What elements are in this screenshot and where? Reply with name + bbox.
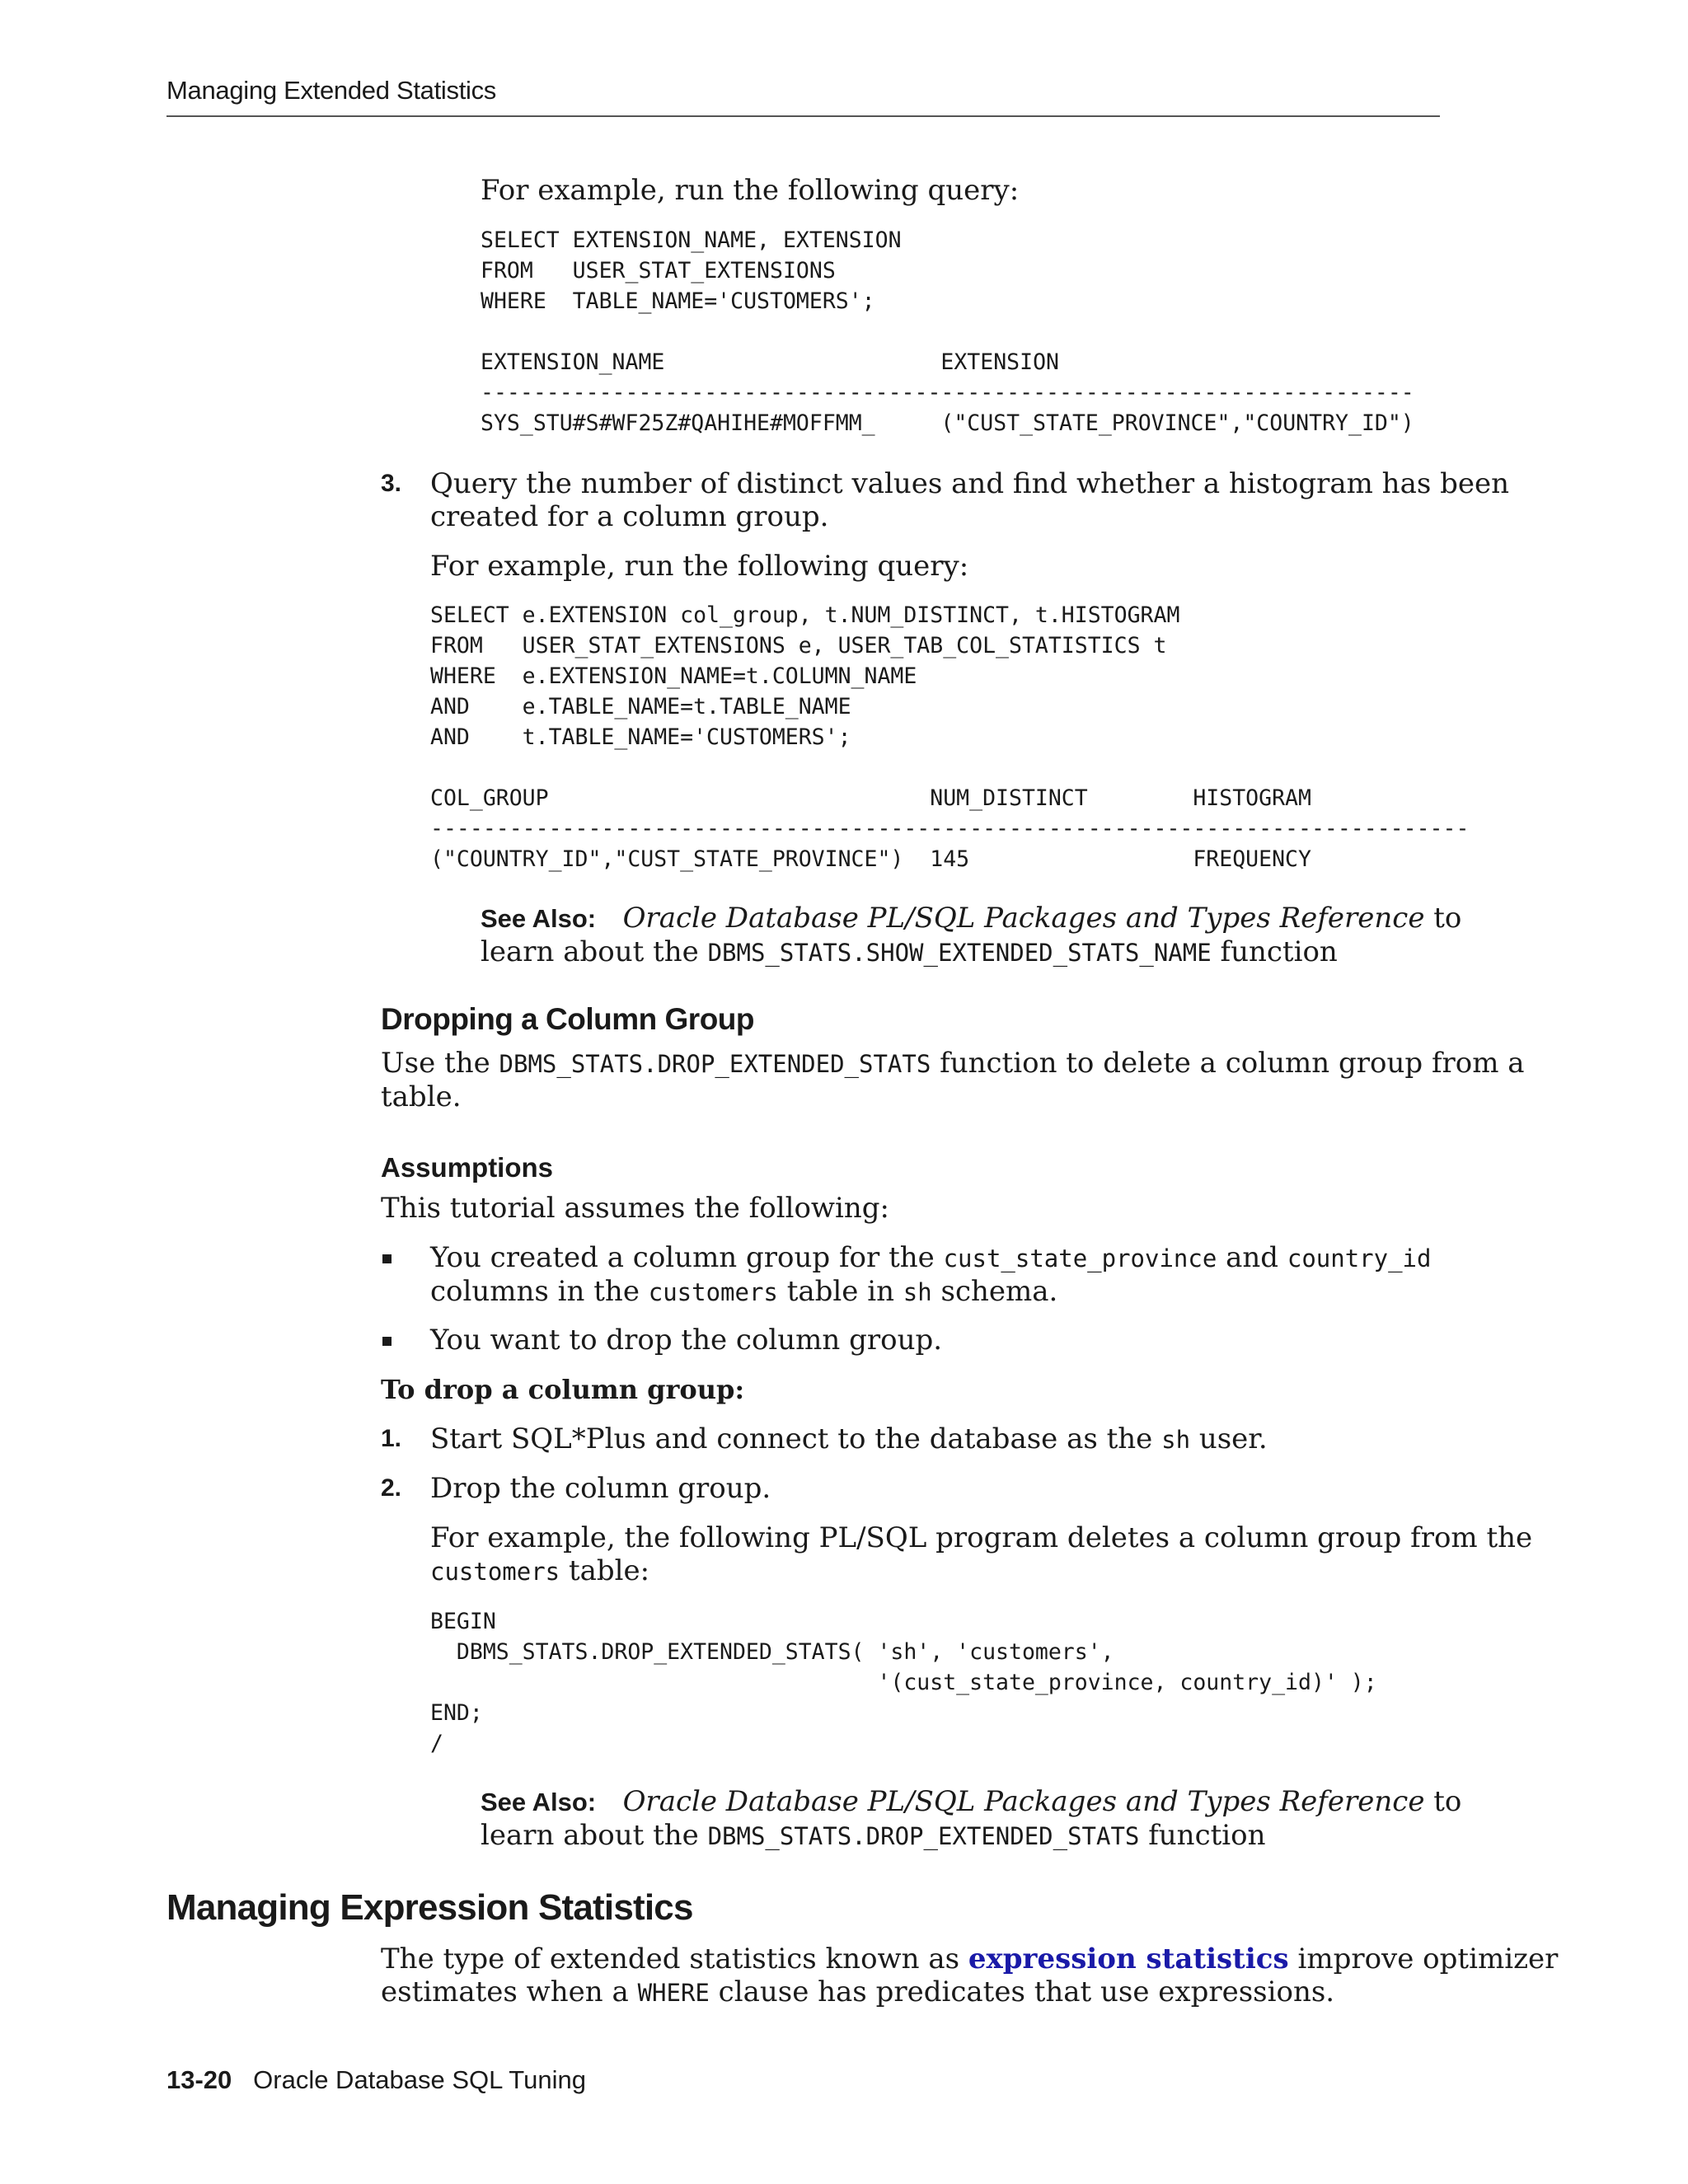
code-block-extensions: SELECT EXTENSION_NAME, EXTENSION FROM USER_STAT_EXTENSIONS WHERE TABLE_NAME='CUSTOMERS'; EXTENSION_NAME EXTENSION ----------------------------------------------------------------------- SYS_STU#S#WF25Z#QAHIHE#MOFFMM_ ("CUST_STATE_PROVINCE","COUNTRY_ID") (481, 227, 1414, 436)
inline-code: DBMS_STATS.DROP_EXTENDED_STATS (499, 1050, 931, 1078)
step-number: 2. (381, 1474, 402, 1502)
step-3-example: For example, run the following query: (430, 550, 969, 583)
step-3-line-1: Query the number of distinct values and find whether a histogram has been (430, 467, 1509, 500)
inline-code: WHERE (637, 1979, 710, 2007)
bullet-marker (382, 1254, 392, 1263)
inline-code: DBMS_STATS.DROP_EXTENDED_STATS (707, 1822, 1140, 1850)
glossary-link[interactable]: expression statistics (968, 1943, 1289, 1975)
step-number: 1. (381, 1425, 402, 1452)
section-heading: Dropping a Column Group (381, 1002, 755, 1036)
assumptions-intro: This tutorial assumes the following: (381, 1192, 890, 1225)
bullet-marker (382, 1337, 392, 1346)
inline-code: DBMS_STATS.SHOW_EXTENDED_STATS_NAME (707, 939, 1212, 967)
section-heading: Managing Expression Statistics (166, 1887, 693, 1928)
see-also-label: See Also: (481, 1788, 597, 1816)
page-number: 13-20 (166, 2065, 232, 2094)
see-also-note: See Also: Oracle Database PL/SQL Packages and Types Reference to learn about the DBMS_STATS.DROP_EXTENDED_STATS function (481, 1785, 1462, 1852)
step-3-line-2: created for a column group. (430, 500, 829, 533)
dropping-paragraph: Use the DBMS_STATS.DROP_EXTENDED_STATS function to delete a column group from a table. (381, 1047, 1525, 1113)
page-footer (166, 2065, 586, 2095)
step-2-text: Drop the column group. (430, 1472, 771, 1505)
bullet-item: You created a column group for the cust_state_province and country_id columns in the customers table in sh schema. (430, 1241, 1432, 1308)
see-also-label: See Also: (481, 904, 597, 933)
step-1-text: Start SQL*Plus and connect to the database as the sh user. (430, 1422, 1268, 1455)
subsection-heading: Assumptions (381, 1152, 554, 1183)
see-also-note: See Also: Oracle Database PL/SQL Packages and Types Reference to learn about the DBMS_STATS.SHOW_EXTENDED_STATS_NAME function (481, 902, 1462, 968)
step-2-example: For example, the following PL/SQL program deletes a column group from the customers table: (430, 1521, 1533, 1587)
code-block-col-group: SELECT e.EXTENSION col_group, t.NUM_DISTINCT, t.HISTOGRAM FROM USER_STAT_EXTENSIONS e, USER_TAB_COL_STATISTICS t WHERE e.EXTENSION_NAME=t.COLUMN_NAME AND e.TABLE_NAME=t.TABLE_NAME AND t.TABLE_NAME='CUSTOMERS'; COL_GROUP NUM_DISTINCT HISTOGRAM ------------------------------------------------------------------------------- ("COUNTRY_ID","CUST_STATE_PROVINCE") 145 FREQUENCY (430, 602, 1470, 872)
header-rule (166, 115, 1440, 117)
bullet-item: You want to drop the column group. (430, 1324, 943, 1357)
procedure-title: To drop a column group: (381, 1374, 745, 1405)
step-3-text (430, 467, 1509, 533)
code-block-drop: BEGIN DBMS_STATS.DROP_EXTENDED_STATS( 'sh', 'customers', '(cust_state_province, country_id)' ); END; / (430, 1609, 1377, 1756)
intro-text: For example, run the following query: (481, 174, 1020, 207)
running-header: Managing Extended Statistics (166, 76, 497, 105)
book-title: Oracle Database SQL Tuning (253, 2065, 586, 2094)
inline-code: sh (1161, 1426, 1191, 1454)
step-number: 3. (381, 470, 402, 497)
reference-title: Oracle Database PL/SQL Packages and Types Reference (622, 1785, 1425, 1818)
inline-code: customers (430, 1558, 560, 1586)
expression-paragraph: The type of extended statistics known as expression statistics improve optimizer estimates when a WHERE clause has predicates that use expressions. (381, 1943, 1559, 2008)
reference-title: Oracle Database PL/SQL Packages and Types Reference (622, 902, 1425, 935)
